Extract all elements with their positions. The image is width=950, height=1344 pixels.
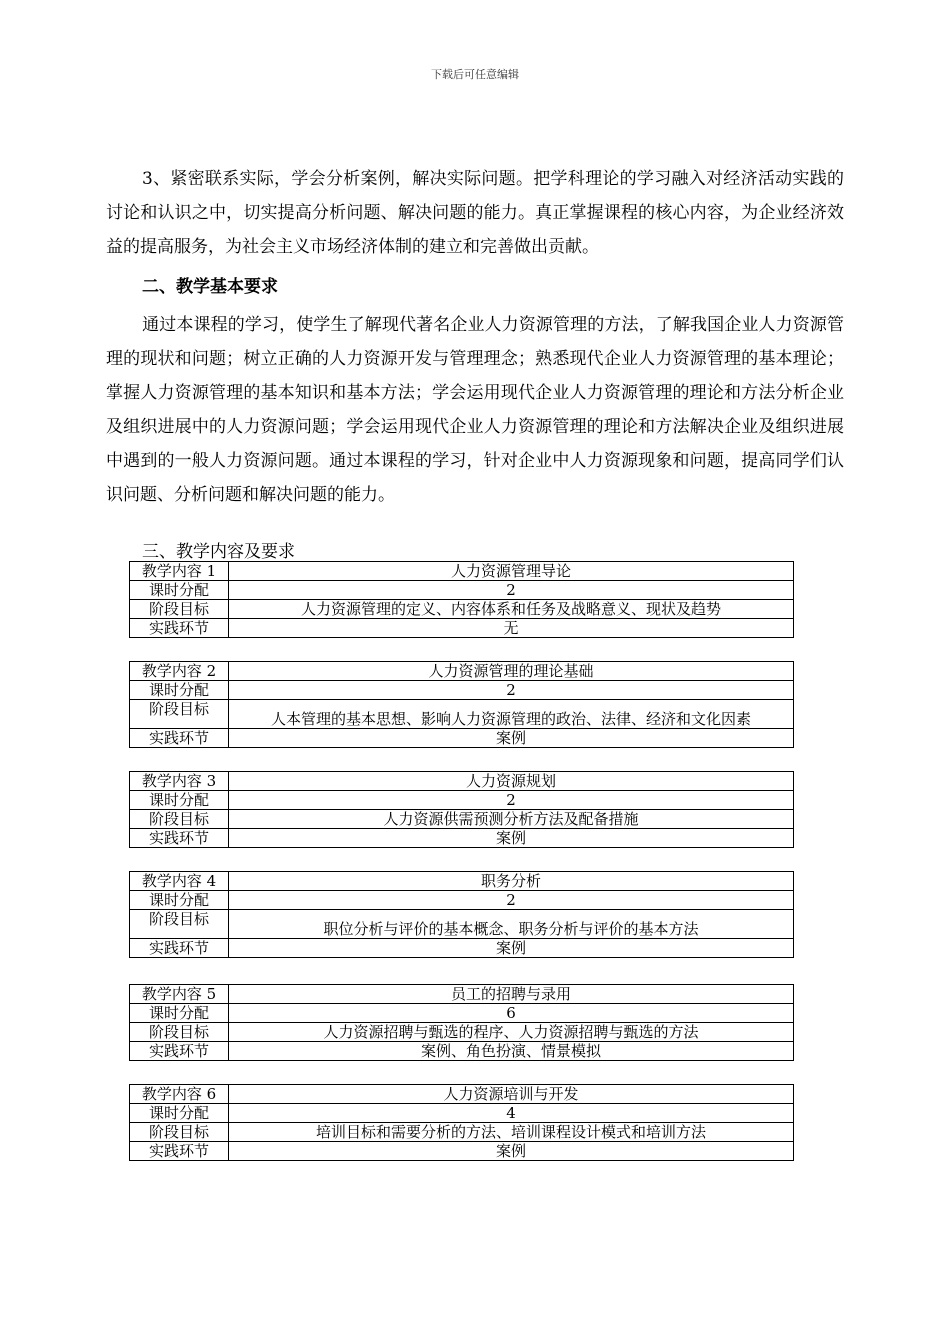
paragraph-requirements-text: 通过本课程的学习，使学生了解现代著名企业人力资源管理的方法，了解我国企业人力资源管理的现状和问题；树立正确的人力资源开发与管理理念；熟悉现代企业人力资源管理的基本理论；掌握人力资源管理的基本知识和基本方法；学会运用现代企业人力资源管理的理论和方法分析企业及组织进展中的人力资源问题；学会运用现代企业人力资源管理的理论和方法解决企业及组织进展中遇到的一般人力资源问题。通过本课程的学习，针对企业中人力资源现象和问题，提高同学们认识问题、分析问题和解决问题的能力。 [106, 315, 844, 505]
goal-value: 人力资源管理的定义、内容体系和任务及战略意义、现状及趋势 [229, 600, 794, 619]
unit-label: 教学内容 1 [130, 562, 229, 581]
hours-label: 课时分配 [130, 791, 229, 810]
section-title-content: 三、教学内容及要求 [142, 542, 295, 562]
goal-value: 职位分析与评价的基本概念、职务分析与评价的基本方法 [229, 910, 794, 939]
unit-label: 教学内容 4 [130, 872, 229, 891]
practice-value: 案例 [229, 939, 794, 958]
goal-label: 阶段目标 [130, 910, 229, 939]
unit-table-3 [129, 771, 794, 848]
page-header: 下载后可任意编辑 [431, 68, 519, 81]
unit-table-1 [129, 561, 794, 638]
unit-table-6 [129, 1084, 794, 1161]
goal-value: 培训目标和需要分析的方法、培训课程设计模式和培训方法 [229, 1123, 794, 1142]
goal-label: 阶段目标 [130, 810, 229, 829]
goal-value: 人本管理的基本思想、影响人力资源管理的政治、法律、经济和文化因素 [229, 700, 794, 729]
unit-title: 员工的招聘与录用 [229, 985, 794, 1004]
practice-value: 案例、角色扮演、情景模拟 [229, 1042, 794, 1061]
goal-label: 阶段目标 [130, 1023, 229, 1042]
hours-value: 2 [229, 791, 794, 810]
hours-value: 2 [229, 891, 794, 910]
hours-label: 课时分配 [130, 1004, 229, 1023]
hours-value: 2 [229, 581, 794, 600]
goal-value: 人力资源招聘与甄选的程序、人力资源招聘与甄选的方法 [229, 1023, 794, 1042]
practice-value: 案例 [229, 1142, 794, 1161]
paragraph-requirements [106, 308, 844, 512]
unit-title: 职务分析 [229, 872, 794, 891]
hours-label: 课时分配 [130, 581, 229, 600]
practice-value: 案例 [229, 829, 794, 848]
practice-label: 实践环节 [130, 729, 229, 748]
practice-value: 案例 [229, 729, 794, 748]
unit-label: 教学内容 2 [130, 662, 229, 681]
goal-label: 阶段目标 [130, 1123, 229, 1142]
goal-label: 阶段目标 [130, 600, 229, 619]
unit-title: 人力资源培训与开发 [229, 1085, 794, 1104]
section-title-requirements: 二、教学基本要求 [142, 277, 278, 297]
unit-table-2 [129, 661, 794, 748]
unit-label: 教学内容 6 [130, 1085, 229, 1104]
unit-label: 教学内容 5 [130, 985, 229, 1004]
paragraph-practice [106, 162, 844, 264]
hours-value: 6 [229, 1004, 794, 1023]
goal-label: 阶段目标 [130, 700, 229, 729]
hours-value: 2 [229, 681, 794, 700]
practice-label: 实践环节 [130, 1042, 229, 1061]
paragraph-practice-text: 3、紧密联系实际，学会分析案例，解决实际问题。把学科理论的学习融入对经济活动实践的讨论和认识之中，切实提高分析问题、解决问题的能力。真正掌握课程的核心内容，为企业经济效益的提高服务，为社会主义市场经济体制的建立和完善做出贡献。 [106, 169, 844, 257]
practice-label: 实践环节 [130, 619, 229, 638]
practice-label: 实践环节 [130, 939, 229, 958]
unit-table-4 [129, 871, 794, 958]
hours-value: 4 [229, 1104, 794, 1123]
practice-label: 实践环节 [130, 829, 229, 848]
hours-label: 课时分配 [130, 1104, 229, 1123]
practice-value: 无 [229, 619, 794, 638]
hours-label: 课时分配 [130, 891, 229, 910]
hours-label: 课时分配 [130, 681, 229, 700]
unit-table-5 [129, 984, 794, 1061]
unit-title: 人力资源管理导论 [229, 562, 794, 581]
unit-title: 人力资源管理的理论基础 [229, 662, 794, 681]
goal-value: 人力资源供需预测分析方法及配备措施 [229, 810, 794, 829]
unit-title: 人力资源规划 [229, 772, 794, 791]
unit-label: 教学内容 3 [130, 772, 229, 791]
practice-label: 实践环节 [130, 1142, 229, 1161]
